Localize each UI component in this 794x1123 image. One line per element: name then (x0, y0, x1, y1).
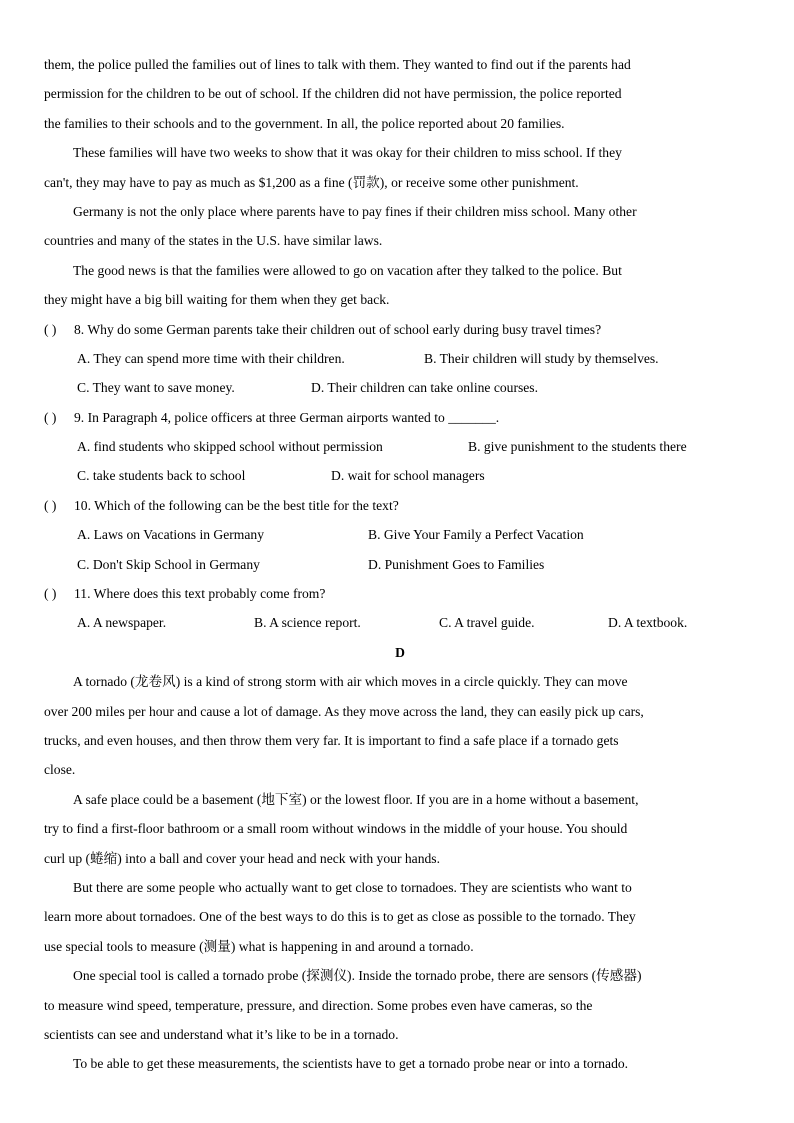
option-c: C. A travel guide. (439, 615, 535, 631)
passage-line: countries and many of the states in the U.S. have similar laws. (44, 233, 383, 249)
options-row (44, 461, 756, 490)
question-stem: 11. Where does this text probably come from? (74, 586, 326, 602)
passage-line: To be able to get these measurements, the scientists have to get a tornado probe near or into a tornado. (73, 1056, 629, 1072)
option-b: B. give punishment to the students there (468, 439, 687, 455)
passage-line: over 200 miles per hour and cause a lot of damage. As they move across the land, they can easily pick up cars, (44, 703, 644, 719)
question-8 (44, 315, 756, 344)
option-d: D. A textbook. (608, 615, 688, 631)
answer-blank[interactable]: ( ) (44, 321, 57, 337)
option-a: A. Laws on Vacations in Germany (77, 527, 264, 543)
passage-line: them, the police pulled the families out of lines to talk with them. They wanted to find out if the parents had (44, 57, 631, 72)
option-b: B. Their children will study by themselves. (424, 350, 659, 366)
options-row (44, 550, 756, 579)
passage-line: they might have a big bill waiting for them when they get back. (44, 292, 390, 308)
options-row (44, 373, 756, 402)
options-row (44, 344, 756, 373)
passage-line: to measure wind speed, temperature, pressure, and direction. Some probes even have cameras, so the (44, 997, 593, 1013)
passage-line: the families to their schools and to the government. In all, the police reported about 20 families. (44, 115, 565, 131)
passage-line: permission for the children to be out of school. If the children did not have permission, the police reported (44, 86, 622, 102)
question-stem: 8. Why do some German parents take their children out of school early during busy travel times? (74, 321, 602, 337)
passage-line: learn more about tornadoes. One of the best ways to do this is to get as close as possible to the tornado. They (44, 909, 636, 925)
passage-line: A tornado (龙卷风) is a kind of strong storm with air which moves in a circle quickly. They can move (73, 674, 628, 690)
option-d: D. Their children can take online courses. (311, 380, 538, 396)
option-c: C. They want to save money. (77, 380, 235, 396)
option-a: A. A newspaper. (77, 615, 167, 631)
answer-blank[interactable]: ( ) (44, 409, 57, 425)
passage-line: The good news is that the families were allowed to go on vacation after they talked to the police. But (73, 262, 622, 278)
passage-line: scientists can see and understand what it’s like to be in a tornado. (44, 1026, 399, 1042)
passage-line: These families will have two weeks to show that it was okay for their children to miss school. If they (73, 145, 622, 161)
option-c: C. Don't Skip School in Germany (77, 556, 260, 572)
option-d: D. wait for school managers (331, 468, 485, 484)
option-b: B. A science report. (254, 615, 361, 631)
passage-line: try to find a first-floor bathroom or a small room without windows in the middle of your house. You should (44, 821, 628, 837)
options-row (44, 608, 756, 637)
question-9 (44, 403, 756, 432)
passage-line: close. (44, 762, 76, 778)
question-11 (44, 579, 756, 608)
passage-line: But there are some people who actually want to get close to tornadoes. They are scientists who want to (73, 879, 632, 895)
question-10 (44, 491, 756, 520)
question-stem: 9. In Paragraph 4, police officers at three German airports wanted to _______. (74, 409, 500, 425)
options-row (44, 520, 756, 549)
option-d: D. Punishment Goes to Families (368, 556, 545, 572)
option-a: A. They can spend more time with their children. (77, 350, 345, 366)
section-heading: D (395, 644, 405, 660)
option-c: C. take students back to school (77, 468, 246, 484)
passage-line: can't, they may have to pay as much as $1,200 as a fine (罚款), or receive some other punishment. (44, 174, 579, 190)
exam-page (44, 50, 756, 1079)
passage-line: A safe place could be a basement (地下室) or the lowest floor. If you are in a home without a basement, (73, 791, 639, 807)
option-a: A. find students who skipped school without permission (77, 439, 383, 455)
answer-blank[interactable]: ( ) (44, 497, 57, 513)
options-row (44, 432, 756, 461)
passage-line: One special tool is called a tornado probe (探测仪). Inside the tornado probe, there are sensors (传感器) (73, 968, 642, 984)
question-stem: 10. Which of the following can be the best title for the text? (74, 497, 399, 513)
passage-line: Germany is not the only place where parents have to pay fines if their children miss school. Many other (73, 203, 637, 219)
answer-blank[interactable]: ( ) (44, 586, 57, 602)
passage-line: trucks, and even houses, and then throw them very far. It is important to find a safe place if a tornado gets (44, 732, 619, 748)
option-b: B. Give Your Family a Perfect Vacation (368, 527, 584, 543)
passage-line: use special tools to measure (测量) what is happening in and around a tornado. (44, 938, 474, 954)
passage-line: curl up (蜷缩) into a ball and cover your head and neck with your hands. (44, 850, 440, 866)
